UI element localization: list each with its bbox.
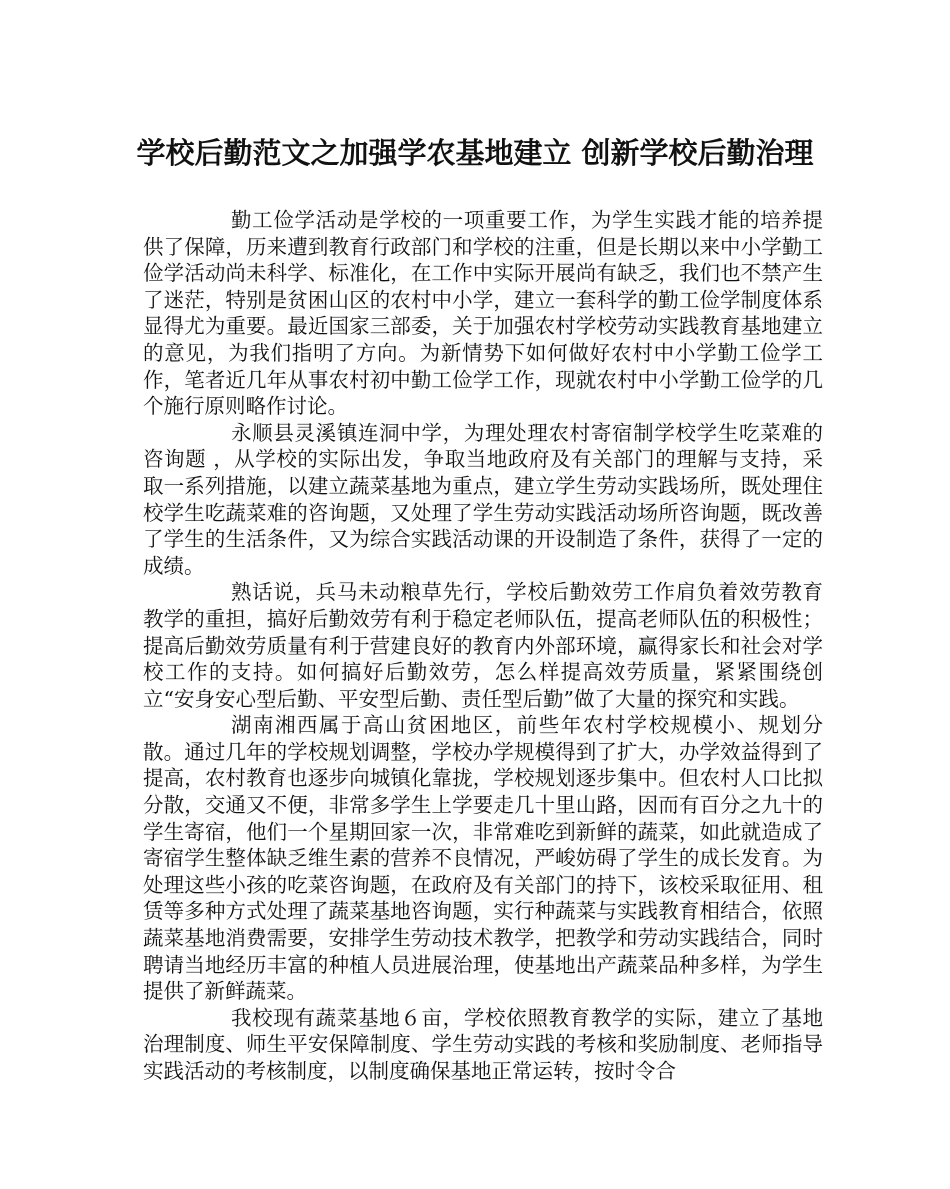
document-title: 学校后勤范文之加强学农基地建立 创新学校后勤治理 [136, 136, 814, 170]
paragraph-1: 勤工俭学活动是学校的一项重要工作，为学生实践才能的培养提供了保障，历来遭到教育行政部门和学校的注重，但是长期以来中小学勤工俭学活动尚未科学、标准化，在工作中实际开展尚有缺乏，我们也不禁产生了迷茫，特别是贫困山区的农村中小学，建立一套科学的勤工俭学制度体系显得尤为重要。最近国家三部委，关于加强农村学校劳动实践教育基地建立的意见，为我们指明了方向。为新情势下如何做好农村中小学勤工俭学工作，笔者近几年从事农村初中勤工俭学工作，现就农村中小学勤工俭学的几个施行原则略作讨论。 [143, 208, 823, 419]
paragraph-4: 湖南湘西属于高山贫困地区，前些年农村学校规模小、规划分散。通过几年的学校规划调整，学校办学规模得到了扩大，办学效益得到了提高，农村教育也逐步向城镇化靠拢，学校规划逐步集中。但农村人口比拟分散，交通又不便，非常多学生上学要走几十里山路，因而有百分之九十的学生寄宿，他们一个星期回家一次，非常难吃到新鲜的蔬菜，如此就造成了寄宿学生整体缺乏维生素的营养不良情况，严峻妨碍了学生的成长发育。为处理这些小孩的吃菜咨询题，在政府及有关部门的持下，该校采取征用、租赁等多种方式处理了蔬菜基地咨询题，实行种蔬菜与实践教育相结合，依照蔬菜基地消费需要，安排学生劳动技术教学，把教学和劳动实践结合，同时聘请当地经历丰富的种植人员进展治理，使基地出产蔬菜品种多样，为学生提供了新鲜蔬菜。 [143, 713, 823, 1004]
paragraph-2: 永顺县灵溪镇连洞中学，为理处理农村寄宿制学校学生吃菜难的咨询题 ，从学校的实际出发，争取当地政府及有关部门的理解与支持，采取一系列措施，以建立蔬菜基地为重点，建立学生劳动实践场所，既处理住校学生吃蔬菜难的咨询题，又处理了学生劳动实践活动场所咨询题，既改善了学生的生活条件，又为综合实践活动课的开设制造了条件，获得了一定的成绩。 [143, 420, 823, 578]
paragraph-5: 我校现有蔬菜基地６亩，学校依照教育教学的实际，建立了基地治理制度、师生平安保障制度、学生劳动实践的考核和奖励制度、老师指导实践活动的考核制度，以制度确保基地正常运转，按时令合 [143, 1005, 823, 1083]
paragraph-3: 熟话说，兵马未动粮草先行，学校后勤效劳工作肩负着效劳教育教学的重担，搞好后勤效劳有利于稳定老师队伍，提高老师队伍的积极性；提高后勤效劳质量有利于营建良好的教育内外部环境，赢得家长和社会对学校工作的支持。如何搞好后勤效劳，怎么样提高效劳质量，紧紧围绕创立“安身安心型后勤、平安型后勤、责任型后勤”做了大量的探究和实践。 [143, 580, 823, 711]
document-body [143, 207, 823, 1085]
